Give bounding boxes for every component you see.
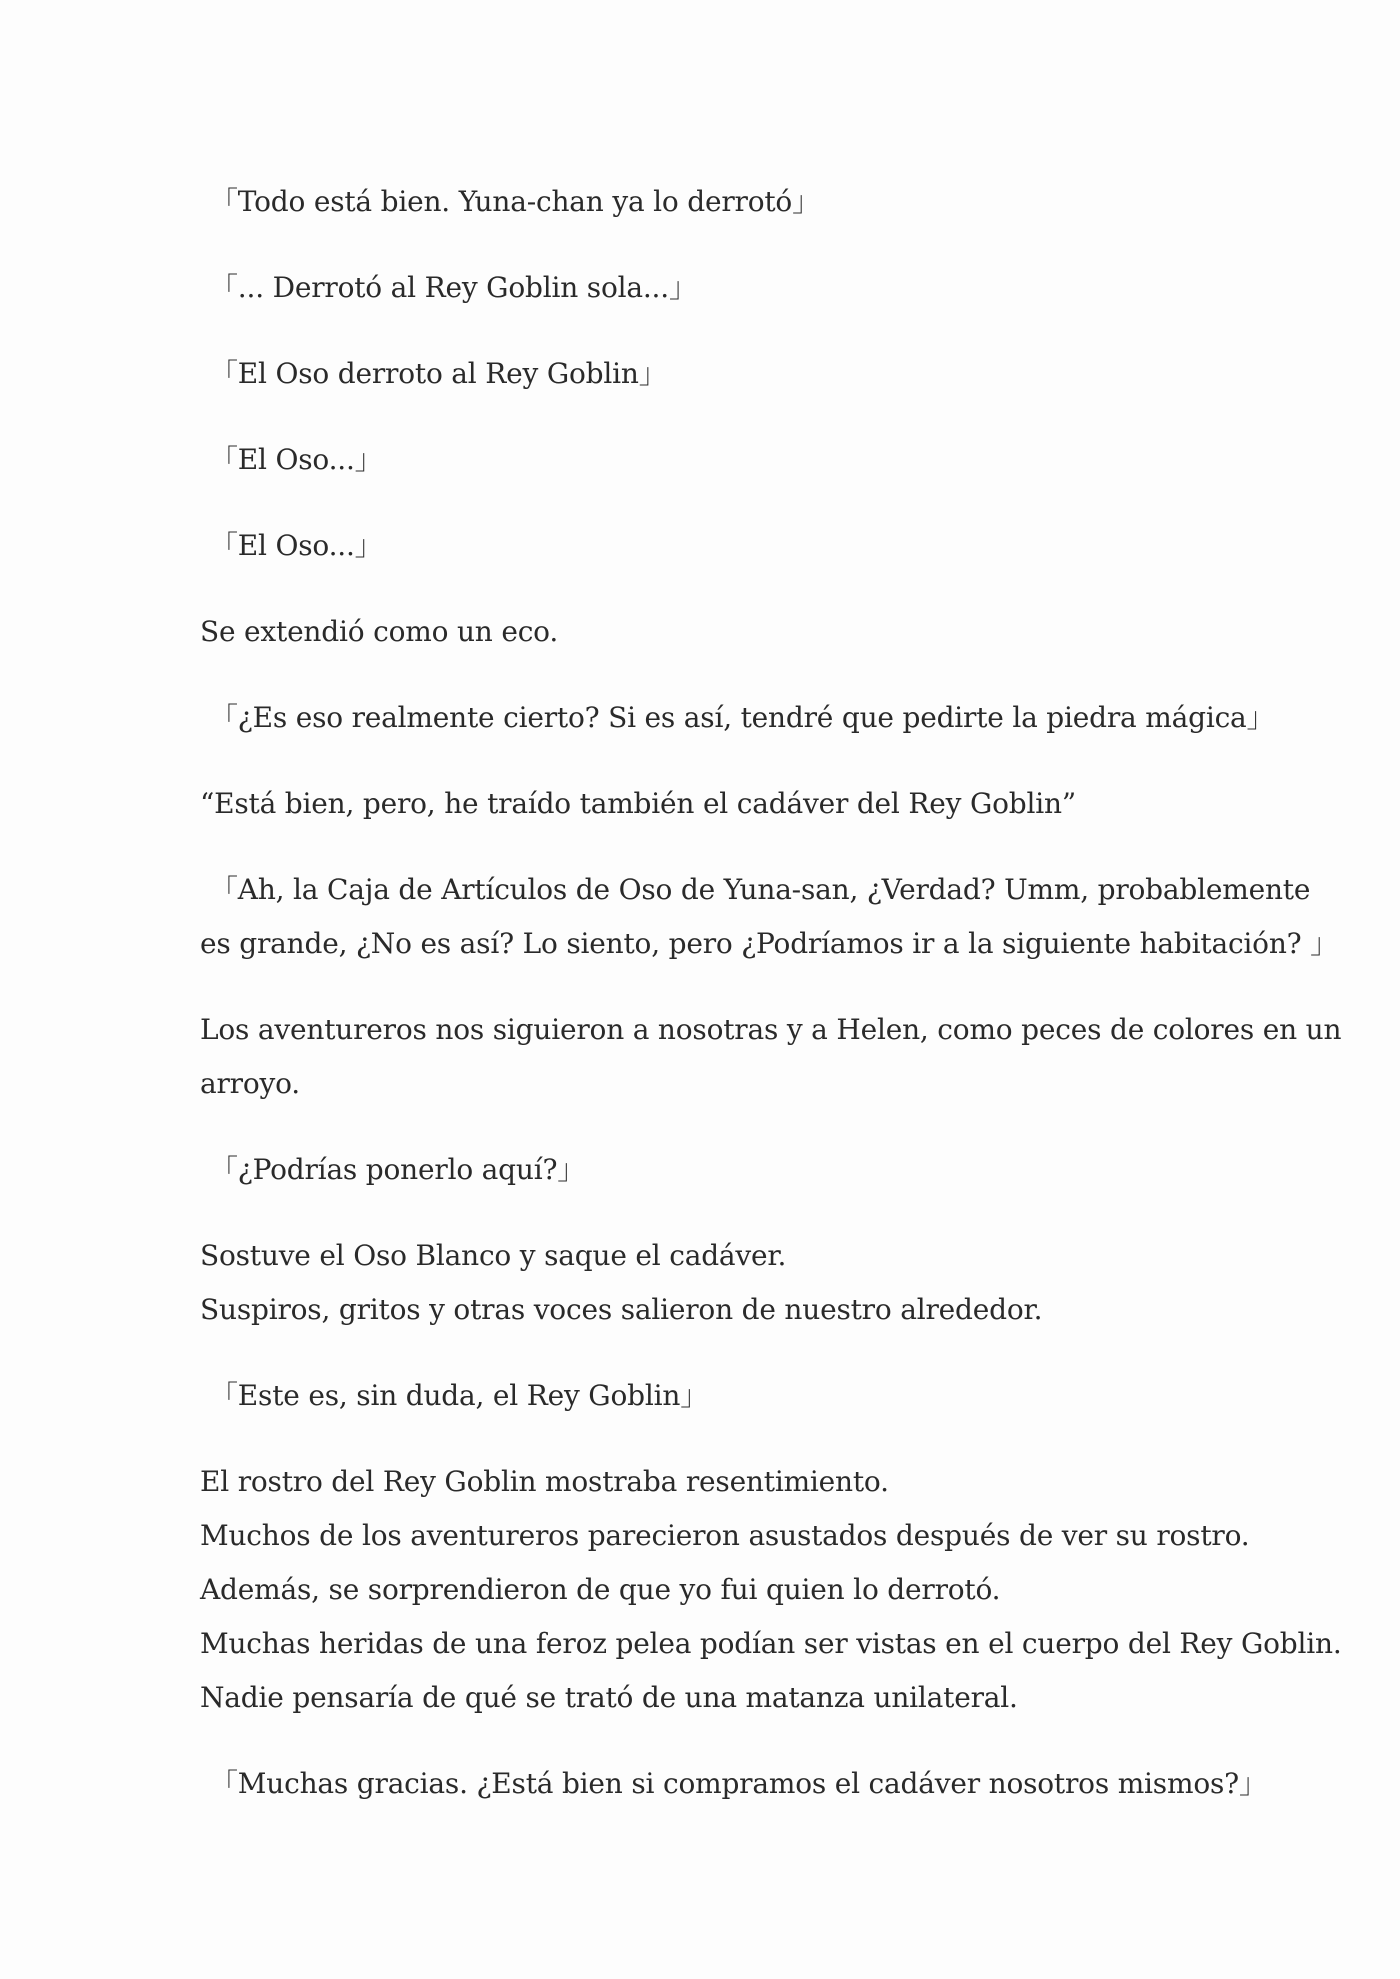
narration-line: El rostro del Rey Goblin mostraba resentimiento. — [200, 1465, 889, 1498]
narration-line: Suspiros, gritos y otras voces salieron de nuestro alrededor. — [200, 1293, 1043, 1326]
dialogue-line: 「Este es, sin duda, el Rey Goblin」 — [210, 1379, 708, 1412]
dialogue-line: 「¿Es eso realmente cierto? Si es así, tendré que pedirte la piedra mágica」 — [210, 701, 1275, 734]
dialogue-line: 「Muchas gracias. ¿Está bien si compramos el cadáver nosotros mismos?」 — [210, 1767, 1267, 1800]
narration-line: arroyo. — [200, 1067, 301, 1100]
dialogue-line: 「El Oso derroto al Rey Goblin」 — [210, 357, 667, 390]
narration-line: Muchos de los aventureros parecieron asustados después de ver su rostro. — [200, 1519, 1250, 1552]
narration-line: Sostuve el Oso Blanco y saque el cadáver. — [200, 1239, 787, 1272]
dialogue-line: 「Todo está bien. Yuna-chan ya lo derrotó」 — [210, 185, 820, 218]
narration-line: Además, se sorprendieron de que yo fui quien lo derrotó. — [200, 1573, 1001, 1606]
narration-line: Se extendió como un eco. — [200, 615, 559, 648]
dialogue-line: 「Ah, la Caja de Artículos de Oso de Yuna-san, ¿Verdad? Umm, probablemente — [210, 873, 1311, 906]
dialogue-line: 「El Oso...」 — [210, 443, 383, 476]
quote-line: “Está bien, pero, he traído también el cadáver del Rey Goblin” — [200, 787, 1076, 820]
narration-line: Los aventureros nos siguieron a nosotras y a Helen, como peces de colores en un — [200, 1013, 1342, 1046]
dialogue-line: 「... Derrotó al Rey Goblin sola...」 — [210, 271, 697, 304]
dialogue-line: 「¿Podrías ponerlo aquí?」 — [210, 1153, 586, 1186]
narration-line: Muchas heridas de una feroz pelea podían ser vistas en el cuerpo del Rey Goblin. — [200, 1627, 1342, 1660]
dialogue-continuation-line: es grande, ¿No es así? Lo siento, pero ¿Podríamos ir a la siguiente habitación? 」 — [200, 927, 1338, 960]
dialogue-line: 「El Oso...」 — [210, 529, 383, 562]
narration-line: Nadie pensaría de qué se trató de una matanza unilateral. — [200, 1681, 1018, 1714]
